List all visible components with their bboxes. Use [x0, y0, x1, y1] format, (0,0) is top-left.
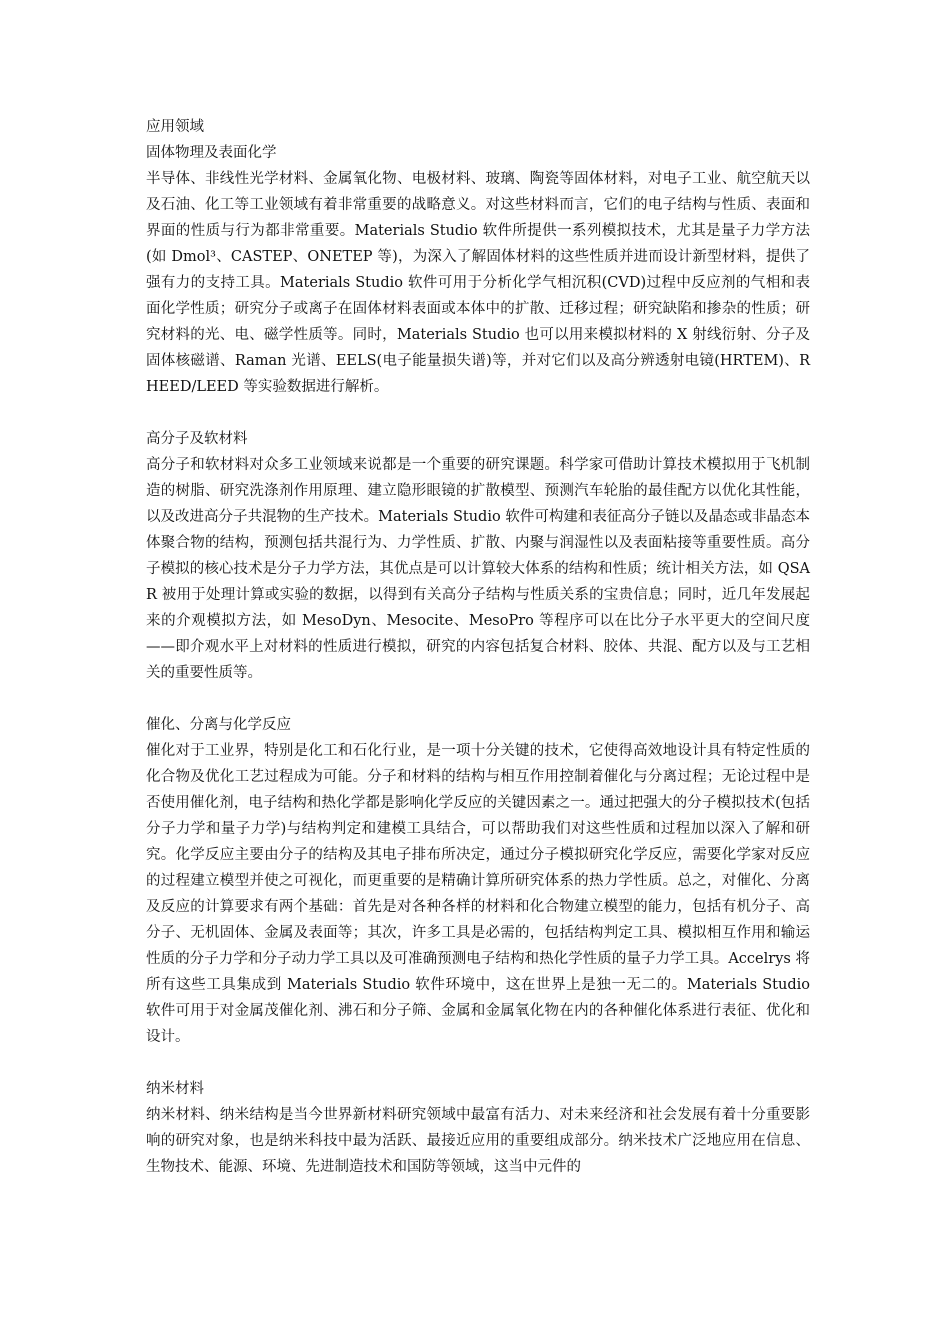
- section-body: 纳米材料、纳米结构是当今世界新材料研究领域中最富有活力、对未来经济和社会发展有着十分重要影响的研究对象，也是纳米科技中最为活跃、最接近应用的重要组成部分。纳米技术广泛地应用在信息、生物技术、能源、环境、先进制造技术和国防等领域，这当中元件的: [146, 1107, 810, 1175]
- section-polymers: [146, 426, 810, 686]
- section-heading: 催化、分离与化学反应: [146, 717, 291, 733]
- section-nanomaterials: [146, 1076, 810, 1180]
- section-solid-state: [146, 140, 810, 400]
- section-heading: 纳米材料: [146, 1081, 204, 1097]
- document-page: [146, 114, 810, 1206]
- document-title: 应用领域: [146, 119, 204, 135]
- section-catalysis: [146, 712, 810, 1050]
- section-body: 半导体、非线性光学材料、金属氧化物、电极材料、玻璃、陶瓷等固体材料，对电子工业、航空航天以及石油、化工等工业领域有着非常重要的战略意义。对这些材料而言，它们的电子结构与性质、表面和界面的性质与行为都非常重要。Materials Studio 软件所提供一系列模拟技术，尤其是量子力学方法(如 Dmol³、CASTEP、ONETEP 等)，为深入了解固体材料的这些性质并进而设计新型材料，提供了强有力的支持工具。Materials Studio 软件可用于分析化学气相沉积(CVD)过程中反应剂的气相和表面化学性质；研究分子或离子在固体材料表面或本体中的扩散、迁移过程；研究缺陷和掺杂的性质；研究材料的光、电、磁学性质等。同时，Materials Studio 也可以用来模拟材料的 X 射线衍射、分子及固体核磁谱、Raman 光谱、EELS(电子能量损失谱)等，并对它们以及高分辨透射电镜(HRTEM)、RHEED/LEED 等实验数据进行解析。: [146, 171, 810, 395]
- section-body: 高分子和软材料对众多工业领域来说都是一个重要的研究课题。科学家可借助计算技术模拟用于飞机制造的树脂、研究洗涤剂作用原理、建立隐形眼镜的扩散模型、预测汽车轮胎的最佳配方以优化其性能，以及改进高分子共混物的生产技术。Materials Studio 软件可构建和表征高分子链以及晶态或非晶态本体聚合物的结构，预测包括共混行为、力学性质、扩散、内聚与润湿性以及表面粘接等重要性质。高分子模拟的核心技术是分子力学方法，其优点是可以计算较大体系的结构和性质；统计相关方法，如 QSAR 被用于处理计算或实验的数据，以得到有关高分子结构与性质关系的宝贵信息；同时，近几年发展起来的介观模拟方法，如 MesoDyn、Mesocite、MesoPro 等程序可以在比分子水平更大的空间尺度——即介观水平上对材料的性质进行模拟，研究的内容包括复合材料、胶体、共混、配方以及与工艺相关的重要性质等。: [146, 457, 810, 681]
- section-heading: 固体物理及表面化学: [146, 145, 277, 161]
- section-heading: 高分子及软材料: [146, 431, 248, 447]
- section-body: 催化对于工业界，特别是化工和石化行业，是一项十分关键的技术，它使得高效地设计具有特定性质的化合物及优化工艺过程成为可能。分子和材料的结构与相互作用控制着催化与分离过程；无论过程中是否使用催化剂，电子结构和热化学都是影响化学反应的关键因素之一。通过把强大的分子模拟技术(包括分子力学和量子力学)与结构判定和建模工具结合，可以帮助我们对这些性质和过程加以深入了解和研究。化学反应主要由分子的结构及其电子排布所决定，通过分子模拟研究化学反应，需要化学家对反应的过程建立模型并使之可视化，而更重要的是精确计算所研究体系的热力学性质。总之，对催化、分离及反应的计算要求有两个基础：首先是对各种各样的材料和化合物建立模型的能力，包括有机分子、高分子、无机固体、金属及表面等；其次，许多工具是必需的，包括结构判定工具、模拟相互作用和输运性质的分子力学和分子动力学工具以及可准确预测电子结构和热化学性质的量子力学工具。Accelrys 将所有这些工具集成到 Materials Studio 软件环境中，这在世界上是独一无二的。Materials Studio 软件可用于对金属茂催化剂、沸石和分子筛、金属和金属氧化物在内的各种催化体系进行表征、优化和设计。: [146, 743, 810, 1045]
